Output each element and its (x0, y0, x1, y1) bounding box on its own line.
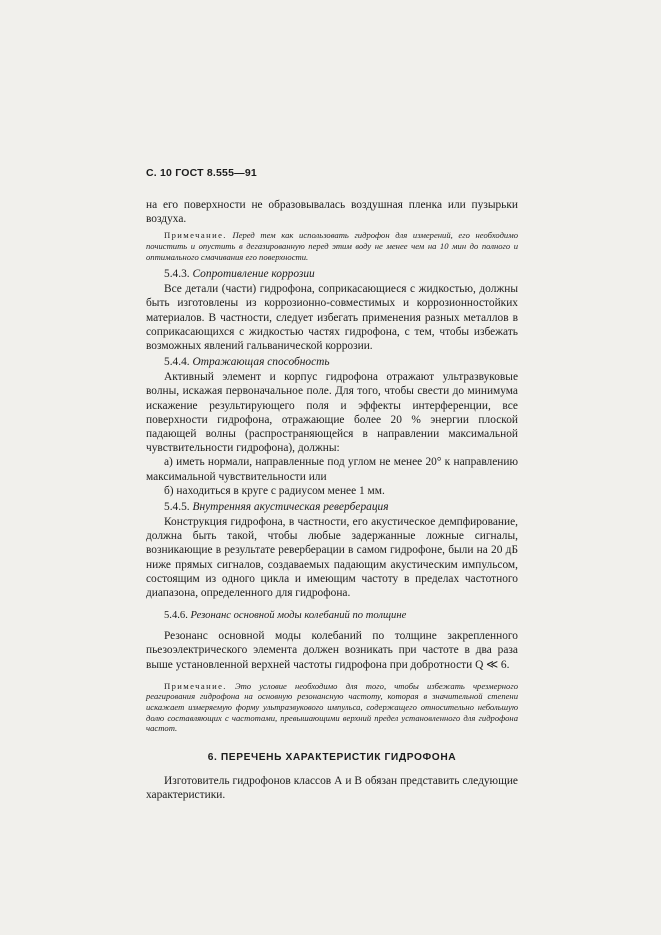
section-5-4-4-heading (146, 355, 518, 370)
section-number: 5.4.5. (164, 501, 190, 514)
section-title: Отражающая способность (192, 356, 330, 369)
paragraph-5-4-6: Резонанс основной моды колебаний по толщине закрепленного пьезоэлектрического элемента должен возникать при частоте в два раза выше установленной верхней частоты гидрофона при добротности Q ≪ 6. (146, 630, 518, 671)
list-item-a: а) иметь нормали, направленные под углом не менее 20° к направлению максимальной чувствительности или (146, 456, 518, 483)
page-header: С. 10 ГОСТ 8.555—91 (146, 167, 257, 179)
paragraph-5-4-3: Все детали (части) гидрофона, соприкасающиеся с жидкостью, должны быть изготовлены из коррозионно-совместимых и коррозионностойких материалов. В частности, следует избегать применения разных металлов в соприкасающихся с жидкостью частях гидрофона, с тем, чтобы избежать возможных явлений гальванической коррозии. (146, 283, 518, 352)
paragraph-5-4-5: Конструкция гидрофона, в частности, его акустическое демпфирование, должна быть такой, чтобы любые задержанные ложные сигналы, возникающие в результате реверберации в самом гидрофоне, были на 20 дБ ниже прямых сигналов, создаваемых падающим акустическим импульсом, состоящим из одного цикла и имеющим частоту в пределах частотного диапазона, определенного для гидрофона. (146, 516, 518, 600)
paragraph-6: Изготовитель гидрофонов классов А и В обязан представить следующие характеристики. (146, 774, 518, 802)
section-number: 5.4.4. (164, 356, 190, 369)
section-6-heading: 6. ПЕРЕЧЕНЬ ХАРАКТЕРИСТИК ГИДРОФОНА (207, 751, 457, 763)
section-title: Резонанс основной моды колебаний по толщине (190, 610, 407, 622)
note-2-label: Примечание. (164, 680, 227, 691)
section-5-4-5-heading (146, 500, 518, 515)
section-title: Внутренняя акустическая реверберация (192, 501, 389, 514)
paragraph-5-4-4: Активный элемент и корпус гидрофона отражают ультразвуковые волны, искажая первоначальное поле. Для того, чтобы свести до минимума искажение результирующего поля и эффекты интерференции, все поверхности гидрофона, отражающие более 20 % энергии плоской падающей волны (распространяющейся в направлении максимальной чувствительности гидрофона), должны: (146, 371, 518, 455)
list-item-b: б) находиться в круге с радиусом менее 1 мм. (164, 484, 385, 497)
page-content (146, 167, 518, 802)
paragraph-continuation: на его поверхности не образовывалась воздушная пленка или пузырьки воздуха. (146, 199, 518, 226)
section-title: Сопротивление коррозии (192, 268, 315, 281)
note-1-label: Примечание. (164, 230, 227, 241)
section-number: 5.4.3. (164, 268, 190, 281)
note-2 (146, 681, 518, 734)
section-number: 5.4.6. (164, 610, 188, 622)
section-5-4-3-heading (146, 267, 518, 282)
note-1-text: Перед тем как использовать гидрофон для измерений, его необходимо почистить и опустить в дегазированную перед этим воду не менее чем на 10 мин до полного и оптимального смачивания его поверхности. (146, 230, 519, 262)
note-1 (146, 230, 518, 262)
note-2-text: Это условие необходимо для того, чтобы избежать чрезмерного реагирования гидрофона на основную резонансную частоту, которая в значительной степени искажает измеряемую форму ультразвукового импульса, содержащего относительно небольшую долю составляющих с частотами, превышающими верхний предел установленного для гидрофона частот. (146, 680, 518, 734)
section-5-4-6-heading (146, 608, 518, 623)
